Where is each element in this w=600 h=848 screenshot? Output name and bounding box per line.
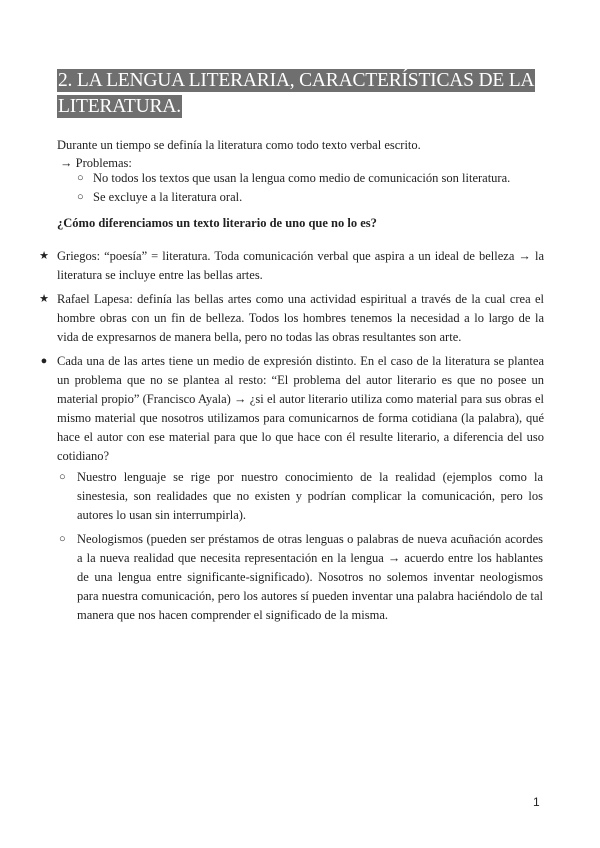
round-bullet-icon: ●	[40, 355, 48, 367]
star-bullet-icon: ★	[39, 293, 49, 305]
list-item-text: Griegos: “poesía” = literatura. Toda comunicación verbal que aspira a un ideal de belleza → la literatura se incluye entre las bellas artes.	[57, 249, 544, 282]
list-item-griegos	[39, 247, 544, 285]
nested-item-text: Nuestro lenguaje se rige por nuestro conocimiento de la realidad (ejemplos como la sinestesia, son realidades que no existen y podrían complicar la comunicación, pero los autores lo usan sin interrumpirla).	[77, 470, 543, 522]
nested-item-neologismos	[59, 530, 543, 625]
problem-text: No todos los textos que usan la lengua como medio de comunicación son literatura.	[93, 171, 511, 185]
nested-item-lenguaje	[59, 468, 543, 525]
circle-bullet-icon: ○	[77, 191, 84, 203]
section-heading	[57, 68, 537, 120]
problem-text: Se excluye a la literatura oral.	[93, 190, 243, 204]
page-number: 1	[533, 795, 540, 809]
star-bullet-icon: ★	[39, 250, 49, 262]
problem-item	[77, 188, 553, 207]
list-item-text: Rafael Lapesa: definía las bellas artes como una actividad espiritual a través de la cual crea el hombre obras con un fin de belleza. Todos los hombres tenemos la necesidad a lo largo de la vida de expresarnos de manera bella, pero no todas las obras resultantes son arte.	[57, 292, 544, 344]
list-item-text: Cada una de las artes tiene un medio de expresión distinto. En el caso de la literatura se plantea un problema que no se plantea al resto: “El problema del autor literario es que no posee un material propio” (Francisco Ayala) → ¿si el autor literario utiliza como material para sus obras el mismo material que nosotros utilizamos para comunicarnos de forma cotidiana (la palabra), qué hace el autor con ese material para que lo que hace con él resulte literario, a diferencia del uso cotidiano?	[57, 354, 544, 463]
problem-item	[77, 169, 553, 188]
problems-label: → Problemas:	[60, 156, 132, 170]
circle-bullet-icon: ○	[59, 533, 66, 545]
question-heading: ¿Cómo diferenciamos un texto literario de uno que no lo es?	[57, 216, 377, 230]
circle-bullet-icon: ○	[77, 172, 84, 184]
list-item-artes	[40, 352, 544, 466]
circle-bullet-icon: ○	[59, 471, 66, 483]
section-heading-text: 2. LA LENGUA LITERARIA, CARACTERÍSTICAS DE LA LITERATURA.	[58, 70, 535, 117]
intro-paragraph: Durante un tiempo se definía la literatura como todo texto verbal escrito.	[57, 138, 421, 152]
nested-item-text: Neologismos (pueden ser préstamos de otras lenguas o palabras de nueva acuñación acordes a la nueva realidad que necesita representación en la lengua → acuerdo entre los hablantes de una lengua entre significante-significado). Nosotros no solemos inventar neologismos para nuestra comunicación, pero los autores sí pueden inventar una palabra haciéndolo de tal manera que nos hacen comprender el significado de la misma.	[77, 532, 543, 622]
list-item-lapesa	[39, 290, 544, 347]
